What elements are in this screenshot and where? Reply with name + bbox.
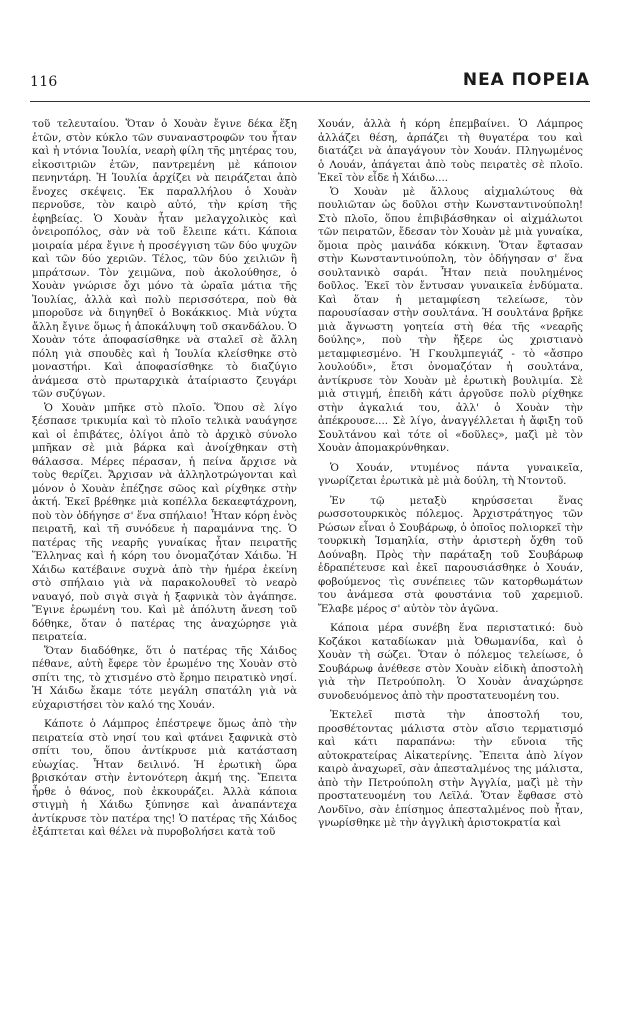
page-number: 116 xyxy=(30,74,58,90)
paragraph: Ὁ Χουὰν μπῆκε στὸ πλοῖο. Ὅπου σὲ λίγο ξέσπασε τρικυμία καὶ τὸ πλοῖο τελικὰ ναυάγησε καὶ οἱ ἐπιβάτες, ὀλίγοι ἀπὸ τὸ ἀρχικὸ σύνολο μπῆκαν σὲ μιὰ βάρκα καὶ ἀνοίχθηκαν στὴ θάλασσα. Μέρες πέρασαν, ἡ πείνα ἄρχισε νὰ τοὺς θερίζει. Ἄρχισαν νὰ ἀλληλοτρώγονται καὶ μόνον ὁ Χουὰν ἐπέζησε σῶος καὶ ρίχθηκε στὴν ἀκτή. Ἐκεῖ βρέθηκε μιὰ κοπέλλα δεκαεφτάχρονη, ποὺ τὸν ὁδήγησε σ' ἕνα σπήλαιο! Ἦταν κόρη ἑνὸς πειρατῆ, καὶ τῆ συνόδευε ἡ παραμάννα της. Ὁ πατέρας τῆς νεαρῆς γυναίκας ἦταν πειρατῆς Ἕλληνας καὶ ἡ κόρη του ὀνομαζόταν Χάιδω. Ἡ Χάιδω κατέβαινε συχνὰ ἀπὸ τὴν ἡμέρα ἐκείνη στὸ σπήλαιο γιὰ νὰ παρακολουθεῖ τὸ νεαρὸ ναυαγό, ποὺ σιγὰ σιγὰ ἡ ξαφνικὰ τὸν ἀγάπησε. Ἔγινε ἐρωμένη του. Καὶ μὲ ἀπόλυτη ἄνεση τοῦ δόθηκε, ὅταν ὁ πατέρας της ἀναχώρησε γιὰ πειρατεία. xyxy=(32,401,297,643)
paragraph: Χουάν, ἀλλὰ ἡ κόρη ἐπεμβαίνει. Ὁ Λάμπρος ἀλλάζει θέση, ἁρπάζει τὴ θυγατέρα του καὶ διατάζει νὰ ἀπαγάγουν τὸν Χουάν. Πληγωμένος ὁ Λουάν, ἁπάγεται ἀπὸ τοὺς πειρατὲς σὲ πλοῖο. Ἐκεῖ τὸν εἶδε ἡ Χάιδω.... xyxy=(318,118,583,184)
running-head: ΝΕΑ ΠΟΡΕΙΑ xyxy=(462,70,590,90)
paragraph: Ὁ Χουὰν μὲ ἄλλους αἰχμαλώτους θὰ πουλιῶταν ὡς δοῦλοι στὴν Κωνσταντινούπολη! Στὸ πλοῖο, ὅπου ἐπιβιβάσθηκαν οἱ αἰχμάλωτοι τῶν πειρατῶν, ἔδεσαν τὸν Χουὰν μὲ μιὰ γυναίκα, ὅμοια πρὸς μαινάδα κόκκινη. Ὅταν ἔφτασαν στὴν Κωνσταντινούπολη, τὸν ὁδήγησαν σ' ἕνα σουλτανικὸ σαράι. Ἦταν πειὰ πουλημένος δοῦλος. Ἐκεῖ τὸν ἔντυσαν γυναικεῖα ἐνδύματα. Καὶ ὅταν ἡ μεταμφίεση τελείωσε, τὸν παρουσίασαν στὴν σουλτάνα. Ἡ σουλτάνα βρῆκε μιὰ ἄγνωστη γοητεία στὴ θέα τῆς «νεαρῆς δούλης», ποὺ τὴν ἤξερε ὡς χριστιανὸ μεταμφιεσμένο. Ἡ Γκουλμπεγιάζ - τὸ «ἄσπρο λουλούδι», ἔτσι ὀνομαζόταν ἡ σουλτάνα, ἀντίκρυσε τὸν Χουὰν μὲ ἐρωτικὴ βουλιμία. Σὲ μιὰ στιγμή, ἐπειδὴ κάτι ἀργοῦσε πολὺ ρίχθηκε στὴν ἀγκαλιά του, ἀλλ' ὁ Χουὰν τὴν ἀπέκρουσε.... Σὲ λίγο, ἀναγγέλλεται ἡ ἄφιξη τοῦ Σουλτάνου καὶ τότε οἱ «δοῦλες», μαζὶ μὲ τὸν Χουὰν ἀπομακρύνθηκαν. xyxy=(318,185,583,454)
paragraph: τοῦ τελευταίου. Ὅταν ὁ Χουὰν ἔγινε δέκα ἕξη ἐτῶν, στὸν κύκλο τῶν συναναστροφῶν του ἦταν καὶ ἡ ντόνια Ἰουλία, νεαρὴ φίλη τῆς μητέρας του, εἰκοσιτριῶν ἐτῶν, παντρεμένη μὲ κάποιον πενηντάρη. Ἡ Ἰουλία ἀρχίζει νὰ πειράζεται ἀπὸ ἔνοχες σκέψεις. Ἐκ παραλλήλου ὁ Χουὰν περνοῦσε, τὸν καιρὸ αὐτό, τὴν κρίση τῆς ἐφηβείας. Ὁ Χουὰν ἦταν μελαγχολικὸς καὶ ὀνειροπόλος, σὰν νὰ τοῦ ἔλειπε κάτι. Κάποια μοιραία μέρα ἔγινε ἡ προσέγγιση τῶν δύο ψυχῶν καὶ τῶν δύο χεριῶν. Τέλος, τῶν δύο χειλιῶν ἢ μπράτσων. Τὸν χειμῶνα, ποὺ ἀκολούθησε, ὁ Χουὰν γνώρισε ὄχι μόνο τὰ ὡραῖα μάτια τῆς Ἰουλίας, ἀλλὰ καὶ πολὺ περισσότερα, ποὺ θὰ μποροῦσε νὰ διηγηθεῖ ὁ Βοκάκκιος. Μιὰ νύχτα ἄλλη ἔγινε ὅμως ἡ ἀποκάλυψη τοῦ σκανδάλου. Ὁ Χουὰν τότε ἀποφασίσθηκε νὰ σταλεῖ σὲ ἄλλη πόλη γιὰ σπουδὲς καὶ ἡ Ἰουλία κλείσθηκε στὸ μοναστήρι. Καὶ ἀποφασίσθηκε τὸ διαζύγιο ἀνάμεσα στὸ πρωταρχικὰ ἀταίριαστο ζευγάρι τῶν συζύγων. xyxy=(32,118,297,400)
page-header xyxy=(30,68,590,98)
right-column xyxy=(318,118,583,831)
paragraph: Ἐν τῷ μεταξὺ κηρύσσεται ἕνας ρωσσοτουρκικὸς πόλεμος. Ἀρχιστράτηγος τῶν Ρώσων εἶναι ὁ Σουβάρωφ, ὁ ὁποῖος πολιορκεῖ τὴν τουρκικὴ Ἰσμαηλία, στὴν ἀριστερὴ ὄχθη τοῦ Δούναβη. Πρὸς τὴν παράταξη τοῦ Σουβάρωφ ἐδραπέτευσε καὶ ἐκεῖ παρουσιάσθηκε ὁ Χουάν, φοβούμενος τὶς συνέπειες τῶν κατορθωμάτων του ἀνάμεσα στὰ φουστάνια τοῦ χαρεμιοῦ. Ἔλαβε μέρος σ' αὐτὸν τὸν ἀγῶνα. xyxy=(318,494,583,615)
paragraph: Κάποτε ὁ Λάμπρος ἐπέστρεψε ὅμως ἀπὸ τὴν πειρατεία στὸ νησί του καὶ φτάνει ξαφνικὰ στὸ σπίτι του, ὅπου ἀντίκρυσε μιὰ κατάσταση εὐωχίας. Ἦταν δειλινό. Ἡ ἐρωτικὴ ὥρα βρισκόταν στὴν ἐντονότερη ἀκμή της. Ἔπειτα ἦρθε ὁ θάνος, ποὺ ἐκκουράζει. Ἀλλὰ κάποια στιγμὴ ἡ Χάιδω ξύπνησε καὶ ἀναπάντεχα ἀντίκρυσε τὸν πατέρα της! Ὁ πατέρας τῆς Χάιδος ἐξάπτεται καὶ θέλει νὰ πυροβολήσει κατὰ τοῦ xyxy=(32,718,297,838)
paragraph: Ὅταν διαδόθηκε, ὅτι ὁ πατέρας τῆς Χάιδος πέθανε, αὐτὴ ἔφερε τὸν ἐρωμένο της Χουὰν στὸ σπίτι της, τὸ χτισμένο στὸ ἔρημο πειρατικὸ νησί. Ἡ Χάιδω ἔκαμε τότε μεγάλη σπατάλη γιὰ νὰ εὐχαριστήσει τὸν καλό της Χουάν. xyxy=(32,644,297,711)
left-column xyxy=(32,118,297,840)
header-rule xyxy=(30,101,590,102)
paragraph: Ἐκτελεῖ πιστὰ τὴν ἀποστολή του, προσθέτοντας μάλιστα στὸν αἴσιο τερματισμό καὶ κάτι παραπάνω: τὴν εὔνοια τῆς αὐτοκρατείρας Αἰκατερίνης. Ἔπειτα ἀπὸ λίγον καιρὸ ἀναχωρεῖ, σὰν ἀπεσταλμένος της μάλιστα, ἀπὸ τὴν Πετρούπολη στὴν Ἀγγλία, μαζὶ μὲ τὴν προστατευομένη του Λεϊλά. Ὅταν ἔφθασε στὸ Λονδῖνο, σὰν ἐπίσημος ἀπεσταλμένος ποὺ ἦταν, γνωρίσθηκε μὲ τὴν ἀγγλικὴ ἀριστοκρατία καὶ xyxy=(318,709,583,829)
paragraph: Ὁ Χουάν, ντυμένος πάντα γυναικεῖα, γνωρίζεται ἐρωτικὰ μὲ μιὰ δούλη, τὴ Ντοντοῦ. xyxy=(318,461,583,487)
paragraph: Κάποια μέρα συνέβη ἕνα περιστατικό: δυὸ Κοζάκοι καταδίωκαν μιὰ Ὀθωμανίδα, καὶ ὁ Χουὰν τὴ σώζει. Ὅταν ὁ πόλεμος τελείωσε, ὁ Σουβάρωφ ἀνέθεσε στὸν Χουὰν εἰδικὴ ἀποστολὴ γιὰ τὴν Πετρούπολη. Ὁ Χουὰν ἀναχώρησε συνοδευόμενος ἀπὸ τὴν προστατευομένη του. xyxy=(318,622,583,702)
